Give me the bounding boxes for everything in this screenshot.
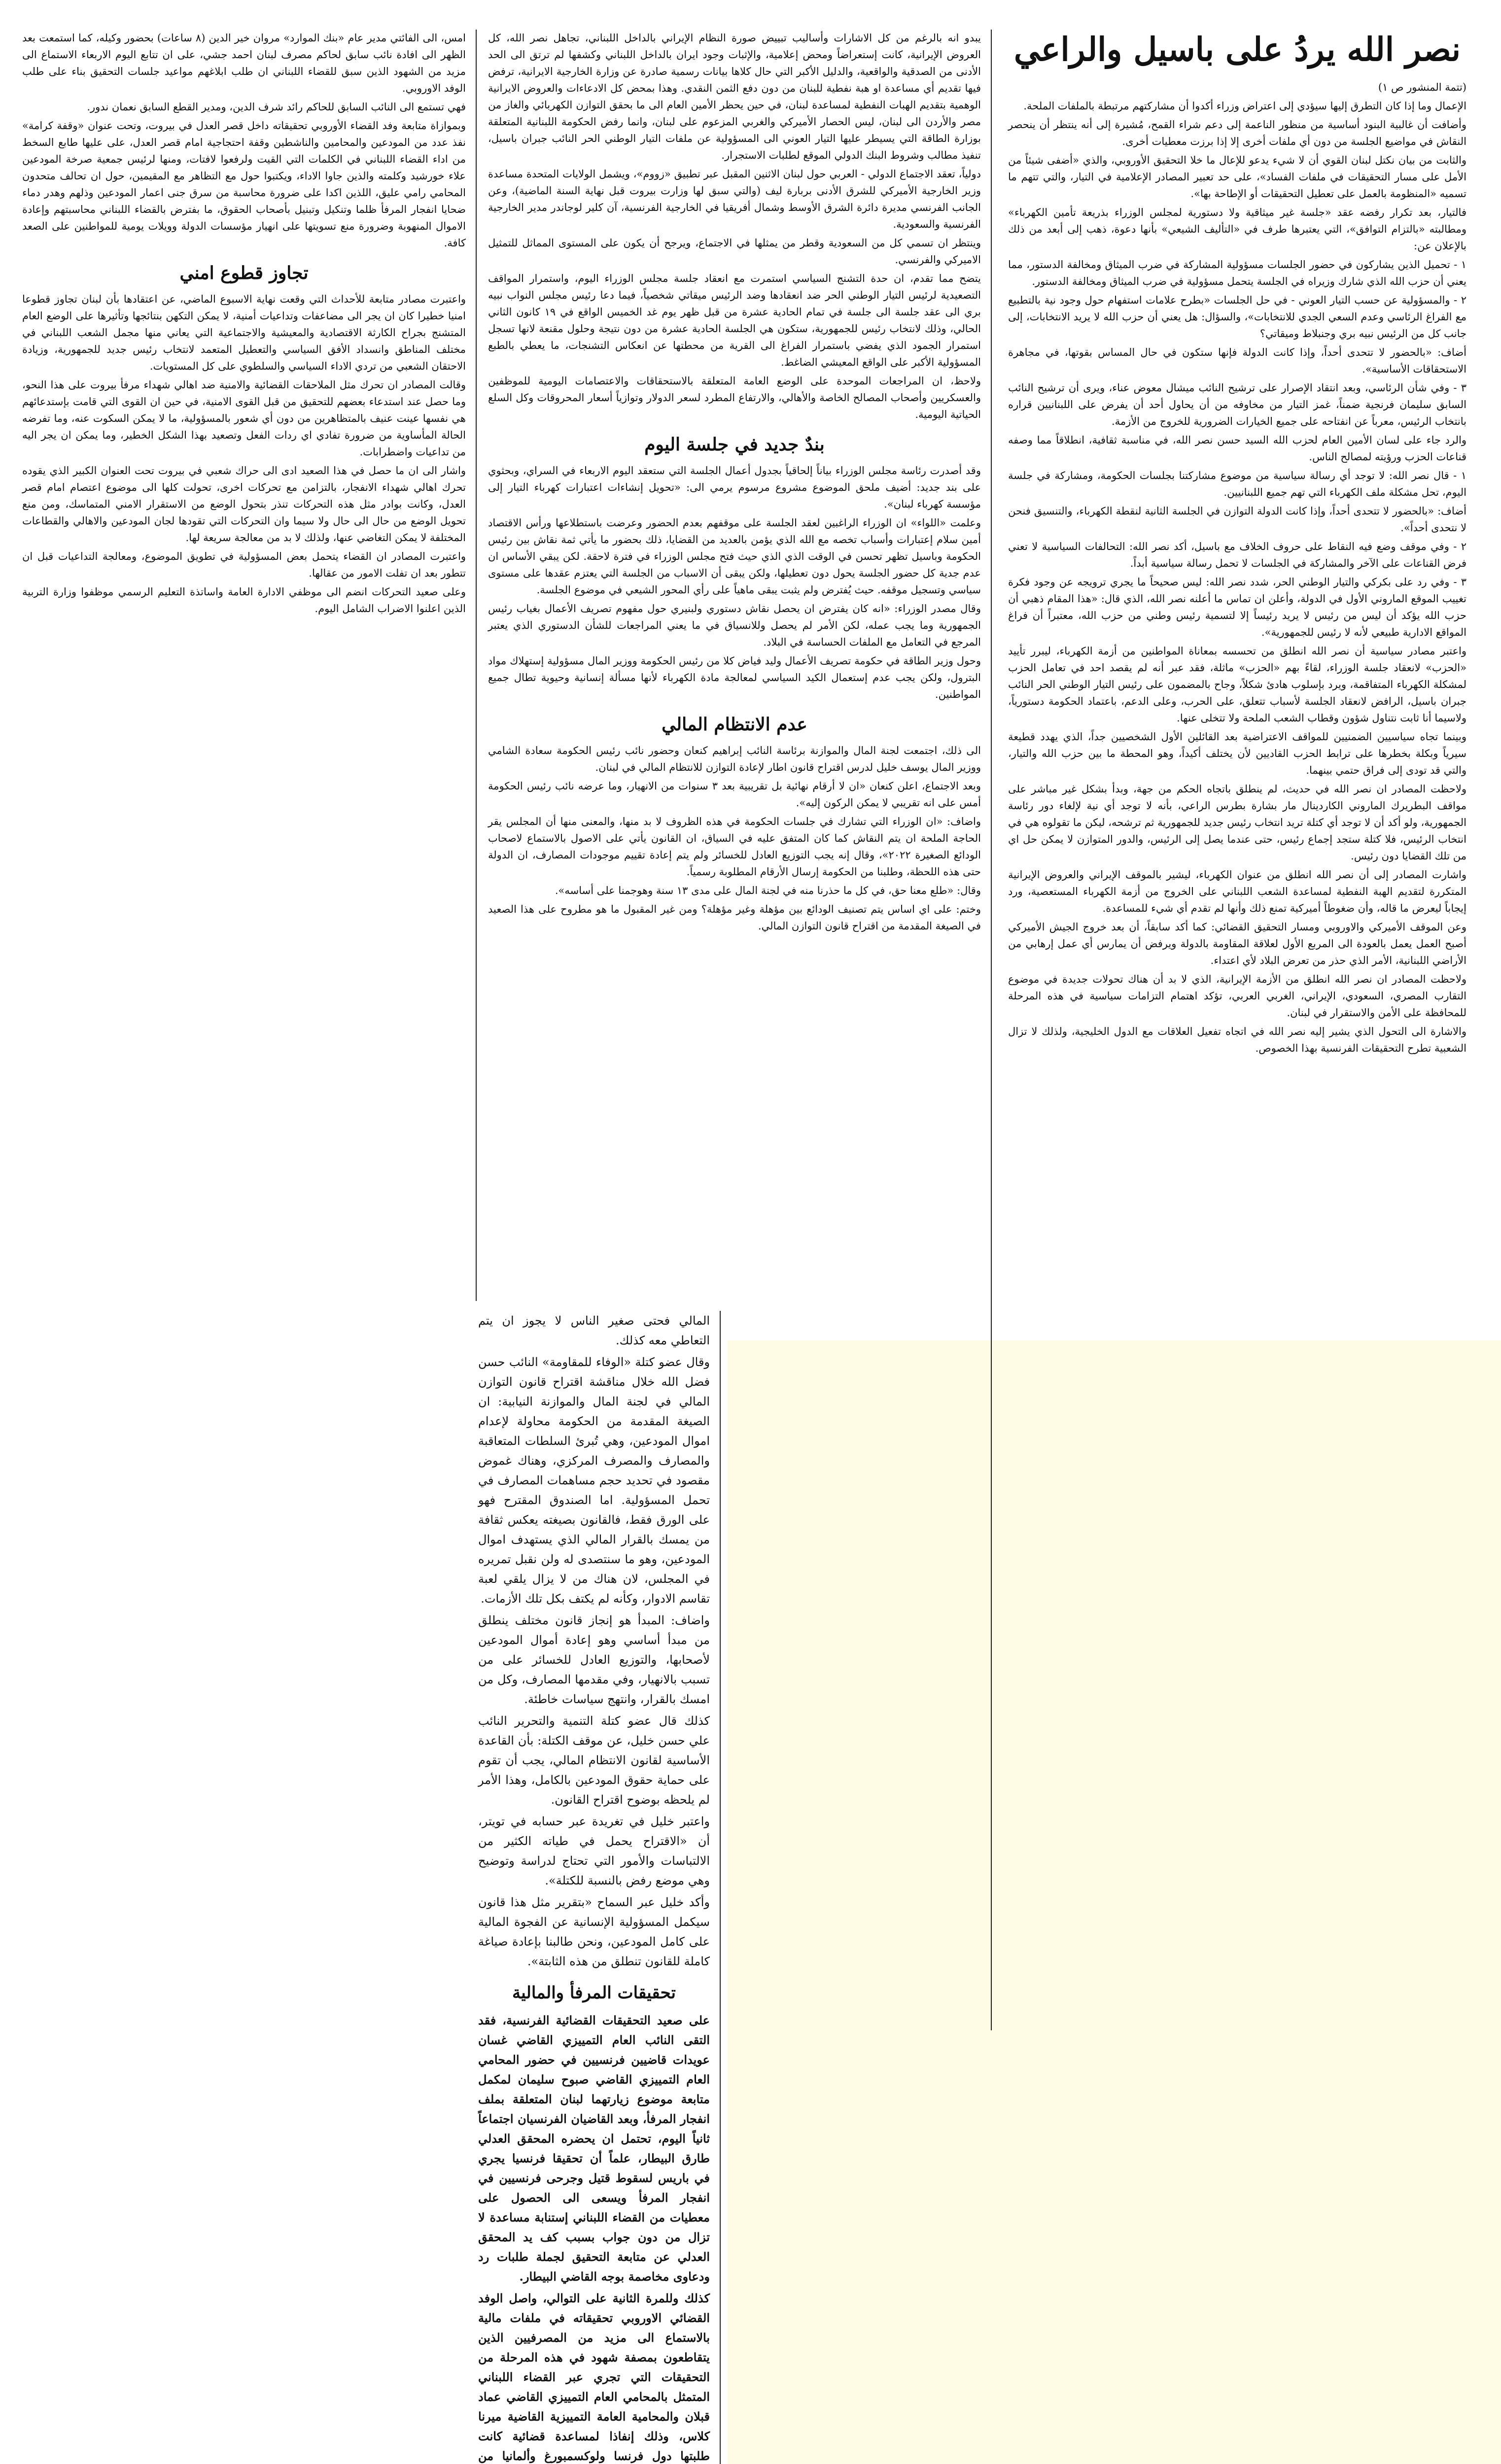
paragraph: يبدو انه بالرغم من كل الاشارات وأساليب تبييض صورة النظام الإيراني بالداخل اللبناني، تجاهل نصر الله، كل العروض الإيرانية، كانت إستعراضاً ومحض إعلامية، والإثبات وجود ايران بالداخل اللبناني وكشفها لم ترتق الى الحد الأدنى من الصدقية والواقعية، والدليل الأكبر التي حال كلاها بيانات رسمية صادرة عن وزارة الخارجية الايرانية، ترفض فيها تقديم أي مساعدة او هبة نفطية للبنان من دون دفع الثمن النقدي. وهذا بمحض كل الادعاءات والعروض الايرانية الوهمية بتقديم الهبات النفطية لمساعدة لبنان، في حين يحظر الأمين العام الى ما بحقق التوازن الكهربائي والغاز من مصر والأردن الى لبنان، ليس الحصار الأميركي والغربي المزعوم على لبنان، وانما رفض الحكومة اللبنانية المتعلقة بوزارة الطاقة التي يسيطر عليها التيار العوني الى المسؤولية عن ملفات التيار الوطني الحر النائب جبران باسيل، تنفيذ مطالب وشروط البنك الدولي الموقع لطلبات الاستجرار. — [488, 32, 981, 161]
paragraph: ٢ - وفي موقف وضع فيه النقاط على حروف الخلاف مع باسيل، أكد نصر الله: التحالفات السياسية لا تعني فرض القناعات على الآخر والمشاركة في الجلسات لا تحمل رسالة سياسية أبداً. — [1008, 541, 1466, 569]
paragraph: فهي تستمع الى النائب السابق للحاكم رائد شرف الدين، ومدير القطع السابق نعمان ندور. — [87, 101, 466, 113]
paragraph: وعن الموقف الأميركي والاوروبي ومسار التحقيق القضائي: كما أكد سابقاً، أن بعد خروج الجيش الأميركي أصبح العمل يعمل بالعودة الى المربع الأول لعلاقة المقاومة بالدولة ويرفض أن يمارس أي عمل إرهابي من الأراضي اللبنانية، الأمر الذي حذر من تعرض البلاد لأي اعتداء. — [1008, 921, 1466, 966]
paragraph: وعلمت «اللواء» ان الوزراء الراغبين لعقد الجلسة على موقفهم بعدم الحضور وعرضت باستطلاعها ورأس الاقتصاد أمين سلام إعتبارات وأسباب تخصه مع الله الذي يؤمن بالعديد من القضايا، ذلك بحضور ما يأتي ثمة نقاش بين رئيس الحكومة وباسيل تظهر تحسن في الوقت الذي الذي حيث فتح مجلس الوزراء في فترة لاحقة. لكن يبقي الأساس ان عدم جدية كل حضور الجلسة يحول دون تعطيلها، ولكن يبقى أن الاسباب من الجلسة التي يعتزم عقدها على مستوى سياسي وتسجيل موقفه. حيث يُفترض ولم يثبت يبقى ماهياً على رأي المحور الشيعي في موضوع الجلسة. — [488, 517, 981, 596]
paragraph: واعتبرت المصادر ان القضاء يتحمل بعض المسؤولية في تطويق الموضوع، ومعالجة التداعيات قبل ان تتطور بعد ان تفلت الامور من عقالها. — [22, 550, 466, 579]
paragraph: وبينما تجاه سياسيين الضمنيين للمواقف الاعتراضية بعد القائلين الأول الشخصيين جداً، الذي يهدد قطيعة سيرياً وبكلة بخطرها على ترابط الحزب القاديين لأن يختلف أكيداً، وهو المحطة ما بين حزب الله والتيار، والتي قد تودى إلى فراق حتمي بينهما. — [1008, 731, 1466, 776]
paragraph: وأكد خليل عبر السماح «بتقرير مثل هذا قانون سيكمل المسؤولية الإنسانية عن الفجوة المالية على كامل المودعين، ونحن طالبنا بإعادة صياغة كاملة للقانون تنطلق من هذه الثابتة». — [478, 1895, 710, 1968]
paragraph: وأضافت أن غالبية البنود أساسية من منظور الناعمة إلى دعم شراء القمح، مُشيرة إلى أنه ينتظر أن ينحصر النقاش في مواضيع الجلسة من دون أي ملفات أخرى إلا إذا برزت معطيات أخرى. — [1008, 119, 1466, 147]
subheading-financial: عدم الانتظام المالي — [662, 714, 807, 735]
paragraph: على صعيد التحقيقات القضائية الفرنسية، فقد التقى النائب العام التمييزي القاضي غسان عويدات قاضيين فرنسيين في حضور المحامي العام التمييزي القاضي صبوح سليمان لمكمل متابعة موضوع زيارتهما لبنان المتعلقة بملف انفجار المرفأ، وبعد القاضيان الفرنسيان اجتماعاً ثانياً اليوم، تحتمل ان يحضره المحقق العدلي طارق البيطار، علماً أن تحقيقا فرنسيا يجري في باريس لسقوط قتيل وجرحى فرنسيين في انفجار المرفأ ويسعى الى الحصول على معطيات من القضاء اللبناني إستنابة مساعدة لا تزال من دون جواب بسبب كف يد المحقق العدلي عن متابعة التحقيق لجملة طلبات رد ودعاوى مخاصمة بوجه القاضي البيطار. — [478, 2013, 710, 2284]
paragraph: المالي فحتى صغير الناس لا يجوز ان يتم التعاطي معه كذلك. — [478, 1314, 710, 1347]
subheading-security: تجاوز قطوع امني — [179, 263, 309, 283]
paragraph: دولياً، تعقد الاجتماع الدولي - العربي حول لبنان الاثنين المقبل عبر تطبيق «زووم»، ويشمل الولايات المتحدة مساعدة وزير الخارجية الأميركي للشرق الأدنى بربارة ليف (والتي سبق لها وزارت بيروت قبل نهاية السنة الماضية)، وعن الجانب الفرنسي مديرة دائرة الشرق الأوسط وشمال أفريقيا في الخارجية الفرنسية، آن كلير لوجاندر مدير الخارجية الفرنسية والسعودية. — [488, 168, 981, 230]
left-column — [22, 30, 466, 619]
column-divider — [720, 1311, 721, 2464]
right-column-body — [1008, 79, 1466, 1057]
paragraph: امس، الى الفائتي مدير عام «بنك الموارد» مروان خير الدين (٨ ساعات) بحضور وكيله، كما استمعت بعد الظهر الى افادة نائب سابق لحاكم مصرف لبنان احمد جشي، على ان تتابع اليوم الاربعاء الاستماع الى مزيد من الشهود الذين سبق للقضاء اللبناني ان طلب ابلاغهم مواعيد جلسات التحقيق بناء على طلب الوفد الاوروبي. — [22, 32, 466, 94]
paragraph: وقال مصدر الوزراء: «انه كان يفترض ان يحصل نقاش دستوري ولبنيري حول مفهوم تصريف الأعمال بغياب رئيس الجمهورية وما يجب عمله، لكن الأمر لم يحصل وللانسياق في ما يعني المراجعات للشأن الدستوري الذي يعتبر المرجع في التعامل مع الملفات الحساسة في البلاد. — [488, 603, 981, 648]
paragraph: والثابت من بيان نكتل لبنان القوي أن لا شيء يدعو للإعال ما خلا التحقيق الأوروبي، والذي «أضفى شيئاً من الأمل على مسار التحقيقات في ملفات الفساد»، على حد تعبير المصادر الإعلامية في التيار، والتي تتهم ما تسميه «المنظومة بالعمل على تعطيل التحقيقات أو الإطاحة بها». — [1008, 154, 1466, 200]
paragraph: واضاف: المبدأ هو إنجاز قانون مختلف ينطلق من مبدأ أساسي وهو إعادة أموال المودعين لأصحابها، والتوزيع العادل للخسائر على من تسبب بالانهيار، وفي مقدمها المصارف، وكل من امسك بالقرار، وانتهج سياسات خاطئة. — [478, 1613, 710, 1706]
paragraph: وقال عضو كتلة «الوفاء للمقاومة» النائب حسن فضل الله خلال مناقشة اقتراح قانون التوازن المالي في لجنة المال والموازنة النيابية: ان الصيغة المقدمة من الحكومة محاولة لإعدام اموال المودعين، وهي تُبرئ السلطات المتعاقبة والمصارف والمصرف المركزي، وهناك غموض مقصود في تحديد حجم مساهمات المصارف في تحمل المسؤولية. اما الصندوق المقترح فهو على الورق فقط، فالقانون بصيغته يعكس ثقافة من يمسك بالقرار المالي الذي يستهدف اموال المودعين، وهو ما سنتصدى له ولن نقبل تمريره في المجلس، لان هناك من لا يزال يلقي لعبة تقاسم الادوار، وكأنه لم يكتف بكل تلك الأزمات. — [478, 1355, 710, 1606]
paragraph: واعتبر خليل في تغريدة عبر حسابه في تويتر، أن «الاقتراح يحمل في طياته الكثير من الالتباسات والأمور التي تحتاج لدراسة وتوضيح وهي موضع رفض بالنسبة للكتلة». — [478, 1814, 710, 1887]
narrow-column — [478, 1311, 710, 2464]
paragraph: الى ذلك، اجتمعت لجنة المال والموازنة برئاسة النائب إبراهيم كنعان وحضور نائب رئيس الحكومة سعادة الشامي ووزير المال يوسف خليل لدرس اقتراح قانون اطار لإعادة التوازن للانتظام المالي في لبنان. — [488, 745, 981, 773]
paragraph: وبموازاة متابعة وفد القضاء الأوروبي تحقيقاته داخل قصر العدل في بيروت، وتحت عنوان «وقفة كرامة» نفذ عدد من المودعين والمحامين والناشطين وقفة احتجاجية امام قصر العدل، على عليها طابع السخط من اداء القضاء اللبناني في الكلمات التي القيت ولرفعوا لافتات، ومنها لرئيس جمعية صرخة المودعين علاء خورشيد وكلمته والذين جاوا الاداء، ويكتبوا حول مع التظاهر مع المقيمين، حول ان تحالف متحدون المحامي رامي عليق، اللذين اكدا على ضرورة محاسبة من سرق جنى اعمار المودعين وذلهم وهدر دماء ضحايا انفجار المرفأ ظلما وتنكيل وتبنيل بأصحاب الحقوق، ما بفترض بالقضاء اللبناني محاسبتهم وإعادة الاموال المنهوبة وضرورة منع تسويتها على انهيار مؤسسات الدولة وويلات يومية للمواطنين على الصعد كافة. — [22, 120, 466, 249]
paragraph: واضاف: «ان الوزراء التي تشارك في جلسات الحكومة في هذه الظروف لا بد منها، والمعنى منها أن المجلس يقر الحاجة الملحة ان يتم النقاش كما كان المتفق عليه في السياق، ان القانون يأتي على الاصول بالاستماع لاصحاب الودائع الصغيرة ٢٠٢٢»، وقال إنه يجب التوزيع العادل للخسائر ولم يتم إعادة تقييم موجودات المصارف، ان الدولة حتى هذه اللحظة، وطلبنا من الحكومة إرسال الأرقام المطلوبة رسمياً. — [488, 816, 981, 878]
paragraph: وقد أصدرت رئاسة مجلس الوزراء بياناً إلحاقياً بجدول أعمال الجلسة التي ستعقد اليوم الاربعاء في السراي، وبحثوي على بند جديد: أضيف ملحق الموضوع مشروع مرسوم يرمي الى: «تحويل إنشاءات اعتبارات كهرباء التيار إلى مؤسسة كهرباء لبنان». — [488, 465, 981, 510]
paragraph: الإعمال وما إذا كان التطرق إليها سيؤدي إلى اعتراض وزراء أكدوا أن مشاركتهم مرتبطة بالملفات الملحة. — [1023, 100, 1466, 112]
paragraph: وقال: «طلع معنا حق، في كل ما حذرنا منه في لجنة المال على مدى ١٣ سنة وهوجمنا على أساسه». — [555, 885, 981, 896]
paragraph: والرد جاء على لسان الأمين العام لحزب الله السيد حسن نصر الله، في مناسبة ثقافية، انطلاقاً مما وصفه قناعات الحزب ورؤيته لمصالح الناس. — [1008, 434, 1466, 463]
middle-column — [488, 30, 981, 936]
paragraph: واشار الى ان ما حصل في هذا الصعيد ادى الى حراك شعبي في بيروت تحت العنوان الكبير الذي يقوده تحرك اهالي شهداء الانفجار، بالتزامن مع تحركات اخرى، تحولت كلها الى موضوع اعتصام امام قصر العدل، وكانت بوادر مثل هذه التحركات تنذر بتحول الوضع من الاستقرار الامني المتماسك، ومن منع تحويل الوضع من حال الى حال ولا سيما وان التحركات التي تقودها لجان المودعين والاهالي والقطاعات المختلفة لا يمكن التغاضي عنها، ولذلك لا بد من معالجة سريعة لها. — [22, 465, 466, 544]
narrow-sub-body — [478, 2011, 710, 2464]
right-column — [1008, 30, 1466, 1059]
paragraph: ٣ - وفي رد على بكركي والتيار الوطني الحر، شدد نصر الله: ليس صحيحاً ما يجري ترويجه عن وجود فكرة تغييب الموقع الماروني الأول في الدولة، وأعلن ان تماس ما أعلنه نصر الله، الذي قال: «هذا المقام ذهبي أن حزب الله يؤكد أن ليس من رئيس لا يريد رئيساً إلا لتسمية رئيس وطني من حزب الله، معتبراً أن فراغ المواقع الادارية طبيعي لأنه لا رئيس للجمهورية». — [1008, 576, 1466, 638]
column-divider — [991, 30, 992, 2030]
subheading-new-item: بندٌ جديد في جلسة اليوم — [644, 434, 825, 455]
paragraph: واعتبر مصادر سياسية أن نصر الله انطلق من تحسسه بمعاناة المواطنين من أزمة الكهرباء، ليبرر تأييد «الحزب» لانعقاد جلسة الوزراء، لقاءً بهم «الحزب» ماثلة، فقد عبر أنه لم يقصد احد في تعامل الحزب لمشكلة الكهرباء المتفاقمة، ويرد بإسلوب هادئ شكلاً، وجاح بالمضمون على رئيس التيار الوطني الحر النائب جبران باسيل، الرافض لانعقاد الجلسة لأسباب تتعلق، على الحرب، وعلى الدعم، باعتماد الحكومة دستورياً، ولاسيما أنا ثابت نتناول شؤون وقطاب الشعب الملحة ولا تتخلى عنها. — [1008, 645, 1466, 724]
paragraph: وقالت المصادر ان تحرك مثل الملاحقات القضائية والامنية ضد اهالي شهداء مرفأ بيروت على هذا النحو، وما حصل عند استدعاء بعضهم للتحقيق من قبل القوى الامنية، في حين ان القوى التي قامت بإستدعائهم هي نفسها عينت عنيف بالمتظاهرين من دون أي شعور بالمسؤولية، ما لا يمكن السكوت عنه، وما تفرضه الحالة المأساوية من ضرورة تفادي اي ردات الفعل وتصعيد بهذا الشكل الخطير، وما يمكن ان يجر اليه من تداعيات واضطرابات. — [22, 379, 466, 458]
paragraph: كذلك قال عضو كتلة التنمية والتحرير النائب علي حسن خليل، عن موقف الكتلة: بأن القاعدة الأساسية لقانون الانتظام المالي، يجب أن تقوم على حماية حقوق المودعين بالكامل، وهذا الأمر لم يلحظه بوضوح اقتراح القانون. — [478, 1714, 710, 1807]
paragraph: وختم: على اي اساس يتم تصنيف الودائع بين مؤهلة وغير مؤهلة؟ ومن غير المقبول ما هو مطروح على هذا الصعيد في الصيغة المقدمة من اقتراح قانون التوازن المالي. — [488, 903, 981, 932]
paragraph: ٣ - وفي شأن الرئاسي، وبعد انتقاد الإصرار على ترشيح النائب ميشال معوض عناء، ويرى أن ترشيح النائب السابق سليمان فرنجية ضمناً، غمز التيار من مخاوفه من أن يحاول أحد أن يفرض على اللبنانيين قراره بانتخاب الرئيس، معرباً عن انفتاحه على جميع الخيارات الضرورية للخروج من الأزمة. — [1008, 382, 1466, 427]
paragraph: كذلك وللمرة الثانية على التوالي، واصل الوفد القضائي الاوروبي تحقيقاته في ملفات مالية بالاستماع الى مزيد من المصرفيين الذين يتقاطعون بمصفة شهود في هذه المرحلة من التحقيقات التي تجري عبر القضاء اللبناني المتمثل بالمحامي العام التمييزي القاضي عماد قبلان والمحامية العامة التمييزية القاضية ميرنا كلاس، وذلك إنفاذا لمساعدة قضائية كانت طلبتها دول فرنسا ولوكسمبورغ وألمانيا من — [478, 2291, 710, 2463]
column-divider — [476, 30, 477, 1301]
paragraph: أضاف: «بالحضور لا تتحدى أحداً، وإذا كانت الدولة فإنها ستكون في حال المساس بقوتها، في مجاهرة الاستحقاقات الأساسية». — [1008, 346, 1466, 375]
paragraph: فالتيار، بعد تكرار رفضه عقد «جلسة غير ميثاقية ولا دستورية لمجلس الوزراء بذريعة تأمين الكهرباء» ومطالبته «بالتزام التوافق»، التي يعتبرها طرف في «التأليف الشيعي» بأنها دعوة، ذهب إلى أبعد من ذلك بالإعلان عن: — [1008, 206, 1466, 252]
paragraph: والاشارة الى التحول الذي يشير إليه نصر الله في اتجاه تفعيل العلاقات مع الدول الخليجية، ولذلك لا تزال الشعبية تطرح التحقيقات الفرنسية بهذا الخصوص. — [1008, 1026, 1466, 1054]
paragraph: (تتمة المنشور ص ١) — [1378, 81, 1466, 93]
paragraph: يتضح مما تقدم، ان حدة التشنج السياسي استمرت مع انعقاد جلسة مجلس الوزراء اليوم، واستمرار المواقف التصعيدية لرئيس التيار الوطني الحر ضد انعقادها وضد الرئيس ميقاتي شخصياً، فيما دعا رئيس مجلس النواب نبيه بري الى عقد جلسة الى جلسة في تمام الحادية عشرة من قبل ظهر يوم غد الخميس الواقع في ١٩ كانون الثاني الحالي، وذلك لانتخاب رئيس للجمهورية، ستكون هي الجلسة الحادية عشرة من دون نتيجة وحلول مقنعة لانها تسجل استمرار الجمود الذي يفضي باستمرار الفراغ الى القرية من محطتها عن انعكاس التشنجات، ما يعطي بالطبع المسؤولية الأكبر على الواقع المعيشي الضاغط. — [488, 273, 981, 368]
subheading-port-investigations: تحقيقات المرفأ والمالية — [512, 1983, 676, 2003]
paragraph: وعلى صعيد التحركات انضم الى موظفي الادارة العامة واساتذة التعليم الرسمي موظفوا وزارة التربية الذين اعلنوا الاضراب الشامل اليوم. — [22, 586, 466, 615]
paragraph: واشارت المصادر إلى أن نصر الله انطلق من عنوان الكهرباء، ليشير بالموقف الإيراني والعروض الإيرانية المتكررة لتقديم الهبة النفطية لمساعدة الشعب اللبناني على الخروج من أزمة الكهرباء المستعصية، ورد إيجاباً ليعرض ما قاله، وأن ضغوطاً أميركية تمنع ذلك وأنها لم تقدم أي شيء للمساعدة. — [1008, 869, 1466, 914]
paragraph: ولاحظت المصادر ان نصر الله في حديث، لم ينطلق باتجاه الحكم من جهة، وبدأ بشكل غير مباشر على مواقف البطريرك الماروني الكاردينال مار بشارة بطرس الراعي، بأنه لا توجد أي نية لإلغاء دور رئاسة الجمهورية، ولو أكد أن لا توجد أي كتلة تريد انتخاب رئيس جديد للجمهورية ثم ترشحه، ليكن ما تقولوه هي في انتخاب الرئيس، فلا كتلة ستجد إجماع رئيس، حتى عندما يصل إلى الرئيس، والدور المتوازن لا يمكن حل اي من تلك القضايا دون رئيس. — [1008, 783, 1466, 862]
paragraph: وينتظر ان تسمي كل من السعودية وقطر من يمثلها في الاجتماع، ويرجح أن يكون على المستوى المماثل للتمثيل الاميركي والفرنسي. — [488, 237, 981, 266]
headline: نصر الله يردُ على باسيل والراعي — [1013, 30, 1461, 68]
paragraph: وحول وزير الطاقة في حكومة تصريف الأعمال وليد فياض كلا من رئيس الحكومة ووزير المال مسؤولية إستهلاك مواد البترول، ولكن يجب عدم إستعمال الكيد السياسي لمعالجة مادة الكهرباء لأنها مسألة إنسانية وحيوية تطال جميع المواطنين. — [488, 655, 981, 700]
yellow-background-block — [728, 1340, 1501, 2464]
paragraph: ١ - قال نصر الله: لا توجد أي رسالة سياسية من موضوع مشاركتنا بجلسات الحكومة، ومشاركة في جلسة اليوم، تحل مشكلة ملف الكهرباء التي تهم جميع اللبنانيين. — [1008, 470, 1466, 498]
paragraph: وبعد الاجتماع، اعلن كنعان «ان لا أرقام نهائية بل تقريبية بعد ٣ سنوات من الانهيار، وما عرضه نائب رئيس الحكومة أمس على انه تقريبي لا يمكن الركون إليه». — [488, 780, 981, 809]
paragraph: أضاف: «بالحضور لا تتحدى أحداً، وإذا كانت الدولة التوازن في الجلسة الثانية لنقطة الكهرباء، والتنسيق فنحن لا نتحدى أحداً». — [1008, 505, 1466, 534]
paragraph: ١ - تحميل الذين يشاركون في حضور الجلسات مسؤولية المشاركة في ضرب الميثاق ومخالفة الدستور، مما يعني أن حزب الله الذي شارك وزيراه في الجلسة يتحمل مسؤولية في ضرب الميثاق ومخالفة الدستور. — [1008, 259, 1466, 287]
paragraph: ولاحظ، ان المراجعات الموحدة على الوضع العامة المتعلقة بالاستحقاقات والاعتصامات اليومية للموظفين والعسكريين وأصحاب المصالح الخاصة والأهالي، والارتفاع المطرد لسعر الدولار وتوازياً أسعار المحروقات وكل السلع الحياتية اليومية. — [488, 375, 981, 420]
paragraph: ولاحظت المصادر ان نصر الله انطلق من الأزمة الإيرانية، الذي لا بد أن هناك تحولات جديدة في موضوع التقارب المصري، السعودي، الإيراني، الغربي العربي، تؤكد اهتمام التزامات سياسية في هذه المرحلة للمحافظة على الأمن والاستقرار في لبنان. — [1008, 973, 1466, 1019]
paragraph: ٢ - والمسؤولية عن حسب التيار العوني - في حل الجلسات «بطرح علامات استفهام حول وجود نية بالتطبيع مع الفراغ الرئاسي وعدم السعي الجدي للانتخابات»، والسؤال: هل يعني أن حزب الله لا يريد الانتخابات، إلى جانب كل من الرئيس نبيه بري وجنبلاط وميقاتي؟ — [1008, 294, 1466, 340]
paragraph: واعتبرت مصادر متابعة للأحداث التي وقعت نهاية الاسبوع الماضي، عن اعتقادها بأن لبنان تجاوز قطوعا امنيا خطيرا كان ان يجر الى مضاعفات وتداعيات أمنية، لا يمكن التكهن بنتائجها وتأثيرها على الوضع العام المتشنج بجراح الكارثة الاقتصادية والمعيشية والاجتماعية التي يعاني منها مجمل الشعب اللبناني في مختلف المناطق وانسداد الأفق السياسي والتعطيل المتعمد لانتخاب رئيس جديد للجمهورية، وزيادة الاحتقان الشعبي من تردي الاداء السياسي والسلطوي على كل المستويات. — [22, 293, 466, 372]
